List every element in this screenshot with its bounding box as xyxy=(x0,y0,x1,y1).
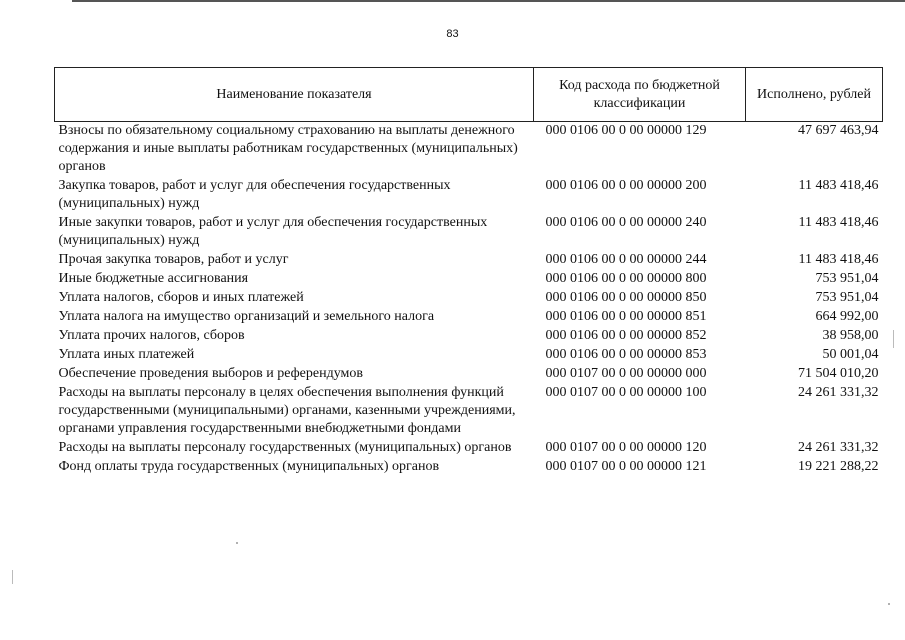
row-code: 000 0106 00 0 00 00000 852 xyxy=(545,328,707,343)
row-name: Фонд оплаты труда государственных (муниципальных) органов xyxy=(58,459,440,474)
row-amount: 19 221 288,22 xyxy=(798,459,879,474)
page-number: 83 xyxy=(446,28,459,40)
row-name: Прочая закупка товаров, работ и услуг xyxy=(58,252,289,267)
table-header xyxy=(55,68,883,122)
row-code: 000 0106 00 0 00 00000 244 xyxy=(545,252,707,267)
table-row xyxy=(55,251,883,270)
table-row xyxy=(55,270,883,289)
row-amount: 11 483 418,46 xyxy=(798,252,879,267)
row-amount: 50 001,04 xyxy=(822,347,879,362)
row-code: 000 0107 00 0 00 00000 000 xyxy=(545,366,707,381)
row-code: 000 0106 00 0 00 00000 853 xyxy=(545,347,707,362)
table-row xyxy=(55,327,883,346)
header-row xyxy=(55,68,883,122)
row-amount: 38 958,00 xyxy=(822,328,879,343)
table-row xyxy=(55,177,883,214)
row-code: 000 0106 00 0 00 00000 129 xyxy=(545,123,707,138)
row-amount: 11 483 418,46 xyxy=(798,178,879,193)
top-scan-edge xyxy=(72,0,905,2)
row-code: 000 0107 00 0 00 00000 121 xyxy=(545,459,707,474)
row-name: Уплата иных платежей xyxy=(58,347,195,362)
header-amount: Исполнено, рублей xyxy=(746,68,883,122)
row-name: Расходы на выплаты персоналу государственных (муниципальных) органов xyxy=(58,440,512,455)
row-amount: 24 261 331,32 xyxy=(798,385,879,400)
row-code: 000 0106 00 0 00 00000 800 xyxy=(545,271,707,286)
row-amount: 11 483 418,46 xyxy=(798,215,879,230)
row-code: 000 0106 00 0 00 00000 850 xyxy=(545,290,707,305)
row-name: Уплата налога на имущество организаций и земельного налога xyxy=(58,309,435,324)
row-amount: 71 504 010,20 xyxy=(798,366,879,381)
table-body xyxy=(55,122,883,478)
row-name: Расходы на выплаты персоналу в целях обеспечения выполнения функций государственными (муниципальными) органами, казенными учреждениями, органами управления государственными внебюджетными фондами xyxy=(58,385,516,436)
table-row xyxy=(55,289,883,308)
row-code: 000 0106 00 0 00 00000 240 xyxy=(545,215,707,230)
header-code: Код расхода по бюджетной классификации xyxy=(534,68,746,122)
row-amount: 47 697 463,94 xyxy=(798,123,879,138)
table-row xyxy=(55,439,883,458)
row-amount: 24 261 331,32 xyxy=(798,440,879,455)
right-margin-mark xyxy=(893,330,894,348)
row-code: 000 0107 00 0 00 00000 100 xyxy=(545,385,707,400)
table-row xyxy=(55,308,883,327)
row-amount: 753 951,04 xyxy=(815,290,879,305)
row-name: Взносы по обязательному социальному страхованию на выплаты денежного содержания и иные выплаты работникам государственных (муниципальных) органов xyxy=(58,123,518,174)
row-code: 000 0106 00 0 00 00000 200 xyxy=(545,178,707,193)
row-name: Обеспечение проведения выборов и референдумов xyxy=(58,366,363,381)
table-row xyxy=(55,458,883,477)
header-name: Наименование показателя xyxy=(55,68,534,122)
table-row xyxy=(55,122,883,178)
table-row xyxy=(55,346,883,365)
table-row xyxy=(55,365,883,384)
scan-speck xyxy=(888,603,890,605)
row-name: Иные закупки товаров, работ и услуг для обеспечения государственных (муниципальных) нужд xyxy=(58,215,488,248)
row-name: Уплата прочих налогов, сборов xyxy=(58,328,245,343)
scan-speck xyxy=(236,542,238,544)
row-amount: 753 951,04 xyxy=(815,271,879,286)
budget-execution-table xyxy=(54,67,883,477)
row-code: 000 0106 00 0 00 00000 851 xyxy=(545,309,707,324)
row-name: Иные бюджетные ассигнования xyxy=(58,271,249,286)
row-code: 000 0107 00 0 00 00000 120 xyxy=(545,440,707,455)
row-name: Закупка товаров, работ и услуг для обеспечения государственных (муниципальных) нужд xyxy=(58,178,451,211)
row-name: Уплата налогов, сборов и иных платежей xyxy=(58,290,304,305)
left-margin-mark xyxy=(12,570,13,584)
table-row xyxy=(55,384,883,439)
table-row xyxy=(55,214,883,251)
row-amount: 664 992,00 xyxy=(815,309,879,324)
